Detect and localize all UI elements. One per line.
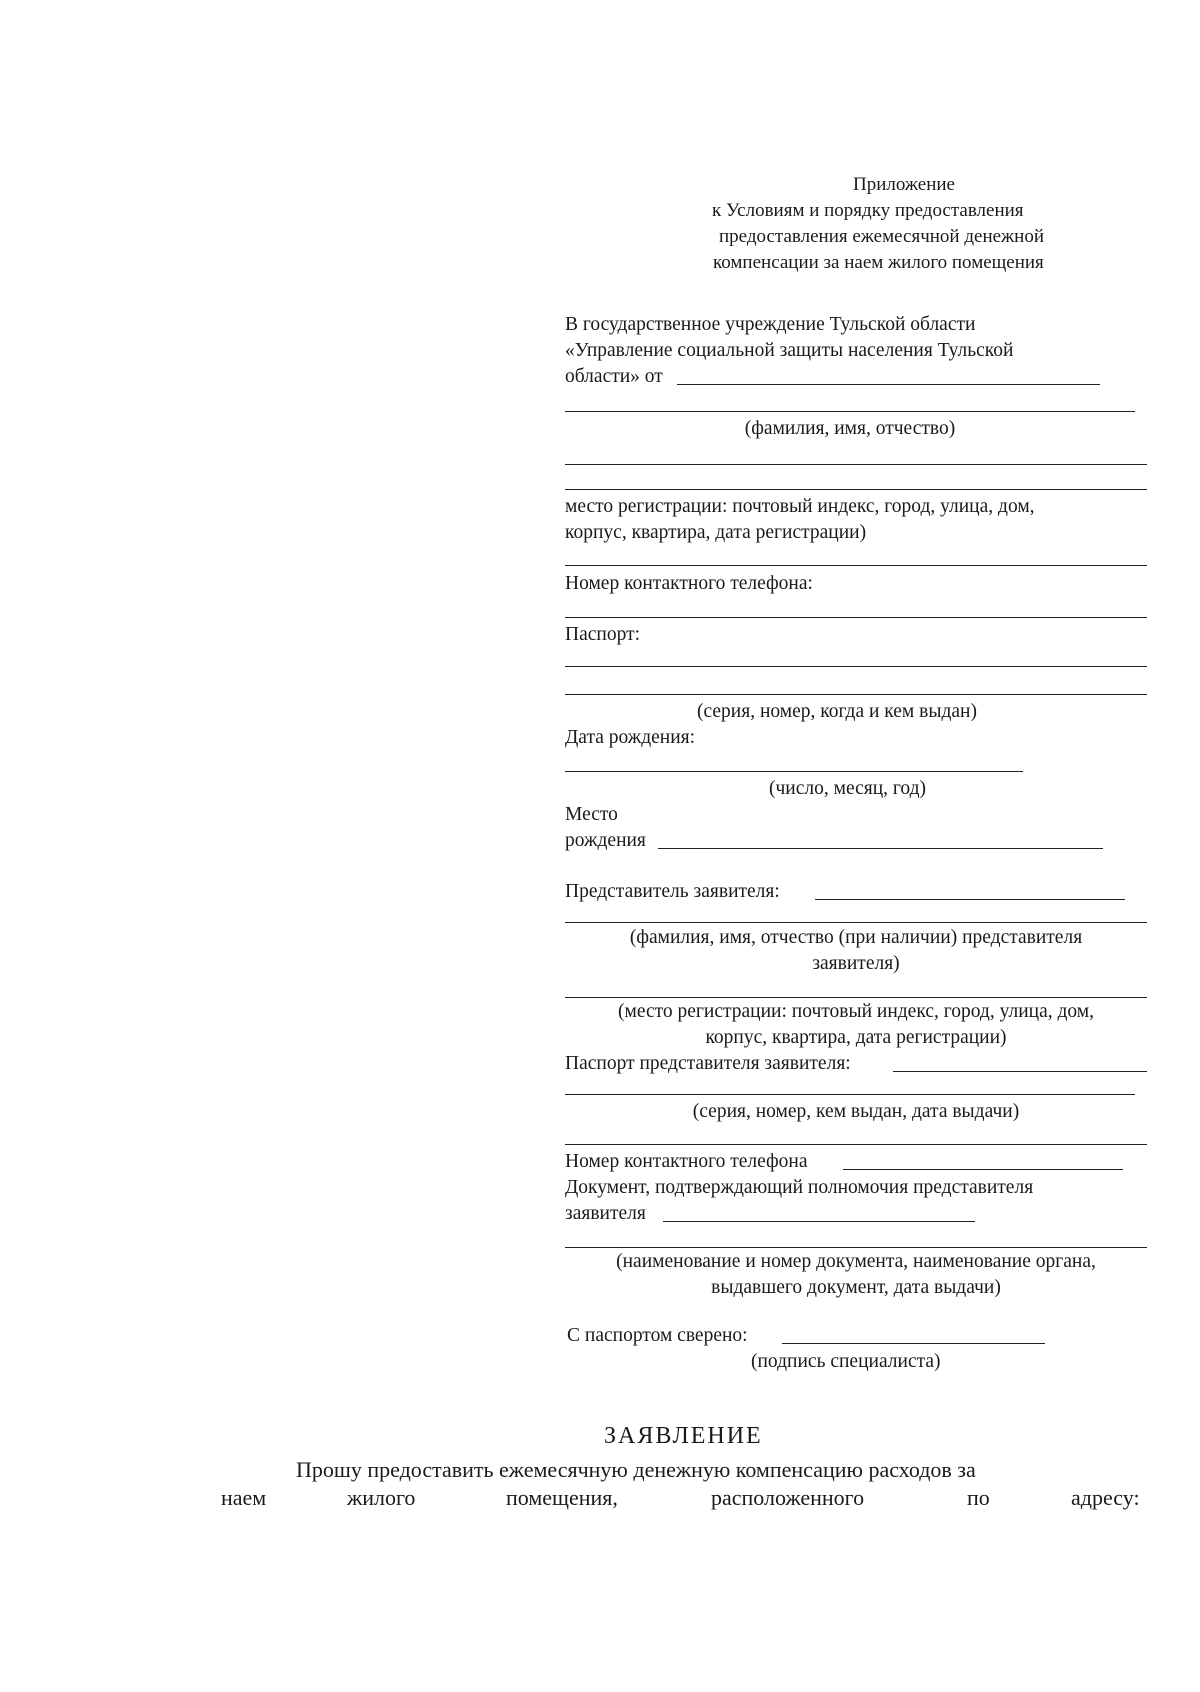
applicant-birth-date-label: Дата рождения: [565,727,696,748]
recipient-line-2: «Управление социальной защиты населения Тульской [565,340,1014,361]
recipient-line-1: В государственное учреждение Тульской области [565,314,976,335]
appendix-line-3: предоставления ежемесячной денежной [719,226,1045,247]
representative-phone-label: Номер контактного телефона [565,1151,808,1172]
specialist-signature-field[interactable] [782,1343,1045,1344]
statement-line-2-word-6: адресу: [1071,1485,1140,1510]
statement-title: ЗАЯВЛЕНИЕ [604,1423,763,1449]
applicant-birth-place-label-1: Место [565,804,618,825]
recipient-from-label: области» от [565,366,663,387]
representative-passport-field-1[interactable] [893,1071,1147,1072]
representative-name-field-2[interactable] [565,922,1147,923]
representative-fio-hint-1: (фамилия, имя, отчество (при наличии) представителя [629,927,1083,948]
representative-passport-hint: (серия, номер, кем выдан, дата выдачи) [692,1101,1020,1122]
representative-authority-doc-hint-1: (наименование и номер документа, наименование органа, [616,1251,1096,1272]
verification-hint: (подпись специалиста) [751,1351,941,1372]
applicant-registration-hint-1: место регистрации: почтовый индекс, город, улица, дом, [565,496,1035,517]
representative-fio-hint-2: заявителя) [812,953,900,974]
representative-phone-field[interactable] [843,1169,1123,1170]
representative-passport-field-2[interactable] [565,1094,1135,1095]
statement-line-1: Прошу предоставить ежемесячную денежную компенсацию расходов за [296,1457,976,1482]
applicant-name-field[interactable] [677,384,1100,385]
statement-line-2-word-3: помещения, [506,1485,618,1510]
applicant-registration-hint-2: корпус, квартира, дата регистрации) [565,522,867,543]
applicant-phone-field[interactable] [565,617,1147,618]
statement-line-2-word-5: по [967,1485,990,1510]
applicant-name-field-2[interactable] [565,411,1135,412]
statement-line-2-word-2: жилого [347,1485,416,1510]
applicant-phone-top-line[interactable] [565,565,1147,566]
applicant-phone-label: Номер контактного телефона: [565,573,813,594]
representative-authority-doc-field-2[interactable] [565,1247,1147,1248]
representative-registration-hint-2: корпус, квартира, дата регистрации) [705,1027,1007,1048]
appendix-title: Приложение [853,174,955,195]
applicant-registration-field-2[interactable] [565,489,1147,490]
representative-authority-doc-label-2: заявителя [565,1203,646,1224]
applicant-passport-field-2[interactable] [565,694,1147,695]
applicant-birth-date-hint: (число, месяц, год) [769,778,927,799]
applicant-birth-date-field[interactable] [565,771,1023,772]
representative-authority-doc-hint-2: выдавшего документ, дата выдачи) [711,1277,1001,1298]
statement-line-2-word-1: наем [221,1485,267,1510]
applicant-birth-place-label-2: рождения [565,830,646,851]
representative-authority-doc-field-1[interactable] [663,1221,975,1222]
statement-line-2-word-4: расположенного [711,1485,865,1510]
appendix-line-2: к Условиям и порядку предоставления [712,200,1024,221]
representative-registration-hint-1: (место регистрации: почтовый индекс, город, улица, дом, [617,1001,1095,1022]
applicant-birth-place-field[interactable] [658,848,1103,849]
representative-authority-doc-label-1: Документ, подтверждающий полномочия представителя [565,1177,1034,1198]
applicant-fio-hint: (фамилия, имя, отчество) [744,418,956,439]
representative-phone-top-line[interactable] [565,1144,1147,1145]
appendix-line-4: компенсации за наем жилого помещения [713,252,1044,273]
applicant-passport-field-1[interactable] [565,666,1147,667]
representative-label: Представитель заявителя: [565,881,780,902]
applicant-registration-field-1[interactable] [565,464,1147,465]
applicant-passport-hint: (серия, номер, когда и кем выдан) [697,701,977,722]
representative-passport-label: Паспорт представителя заявителя: [565,1053,851,1074]
representative-name-field-1[interactable] [815,899,1125,900]
applicant-passport-label: Паспорт: [565,624,641,645]
representative-registration-field[interactable] [565,997,1147,998]
verification-label: С паспортом сверено: [567,1325,748,1346]
